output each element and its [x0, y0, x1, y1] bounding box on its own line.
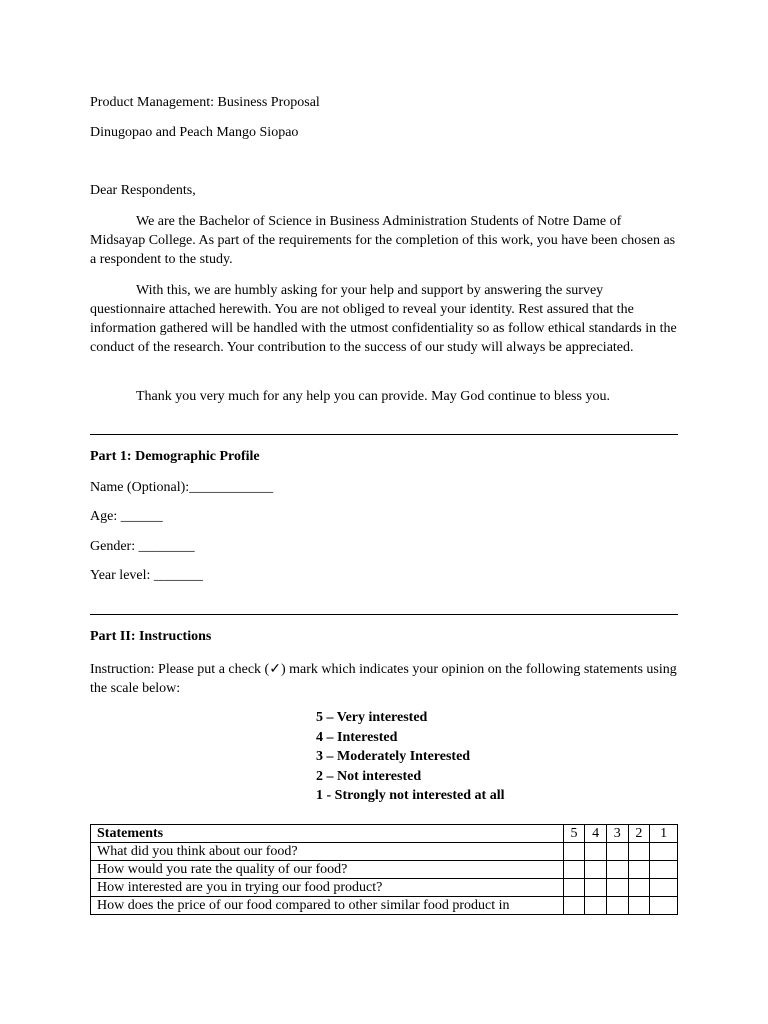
rating-cell-2[interactable] — [628, 843, 650, 861]
letter-paragraph-1: We are the Bachelor of Science in Business Administration Students of Notre Dame of Midsayap College. As part of the requirements for the completion of this work, you have been chosen as a respondent to the study. — [90, 214, 676, 267]
rating-cell-4[interactable] — [585, 843, 607, 861]
statement-text: What did you think about our food? — [91, 843, 564, 861]
letter-paragraph-2: With this, we are humbly asking for your help and support by answering the survey questionnaire attached herewith. You are not obliged to reveal your identity. Rest assured that the information gathered will be handled with the utmost confidentiality so as follow ethical standards in the conduct of the research. Your contribution to the success of our study will always be appreciated. — [90, 283, 677, 355]
rating-cell-4[interactable] — [585, 897, 607, 915]
scale-item: 3 – Moderately Interested — [316, 749, 471, 764]
statement-text: How would you rate the quality of our food? — [91, 861, 564, 879]
table-row — [91, 843, 678, 861]
table-row — [91, 861, 678, 879]
rating-cell-4[interactable] — [585, 861, 607, 879]
rating-cell-1[interactable] — [650, 843, 678, 861]
rating-cell-3[interactable] — [606, 843, 628, 861]
rating-cell-3[interactable] — [606, 861, 628, 879]
scale-item: 4 – Interested — [316, 729, 398, 745]
rating-cell-5[interactable] — [563, 879, 585, 897]
rating-cell-1[interactable] — [650, 897, 678, 915]
rating-cell-4[interactable] — [585, 879, 607, 897]
gender-field: Gender: ________ — [90, 539, 195, 554]
rating-cell-2[interactable] — [628, 897, 650, 915]
letter-paragraph-3: Thank you very much for any help you can provide. May God continue to bless you. — [136, 389, 610, 404]
rating-cell-2[interactable] — [628, 861, 650, 879]
rating-cell-5[interactable] — [563, 861, 585, 879]
rating-header-5: 5 — [563, 825, 585, 843]
rating-header-3: 3 — [606, 825, 628, 843]
rating-header-1: 1 — [650, 825, 678, 843]
rating-scale-legend — [316, 708, 504, 806]
part2-heading: Part II: Instructions — [90, 629, 212, 644]
product-name: Dinugopao and Peach Mango Siopao — [90, 125, 299, 140]
section-divider — [90, 614, 678, 615]
rating-cell-5[interactable] — [563, 897, 585, 915]
scale-item: 2 – Not interested — [316, 768, 422, 784]
statement-text: How does the price of our food compared to other similar food product in — [91, 897, 564, 915]
rating-cell-3[interactable] — [606, 879, 628, 897]
survey-table — [90, 824, 678, 915]
statements-header: Statements — [91, 825, 564, 843]
document-title: Product Management: Business Proposal — [90, 95, 320, 110]
table-row — [91, 897, 678, 915]
name-field: Name (Optional):____________ — [90, 480, 274, 495]
rating-cell-3[interactable] — [606, 897, 628, 915]
scale-item: 5 – Very interested — [316, 710, 428, 725]
section-divider — [90, 434, 678, 435]
part1-heading: Part 1: Demographic Profile — [90, 449, 260, 464]
rating-header-2: 2 — [628, 825, 650, 843]
table-row — [91, 879, 678, 897]
table-header-row — [91, 825, 678, 843]
rating-cell-5[interactable] — [563, 843, 585, 861]
rating-cell-2[interactable] — [628, 879, 650, 897]
instruction-text: Instruction: Please put a check (✓) mark which indicates your opinion on the following statements using the scale below: — [90, 662, 677, 696]
rating-cell-1[interactable] — [650, 879, 678, 897]
rating-cell-1[interactable] — [650, 861, 678, 879]
year-level-field: Year level: _______ — [90, 568, 203, 583]
scale-item: 1 - Strongly not interested at all — [316, 788, 505, 803]
statement-text: How interested are you in trying our food product? — [91, 879, 564, 897]
salutation: Dear Respondents, — [90, 183, 196, 198]
age-field: Age: ______ — [90, 509, 163, 524]
rating-header-4: 4 — [585, 825, 607, 843]
